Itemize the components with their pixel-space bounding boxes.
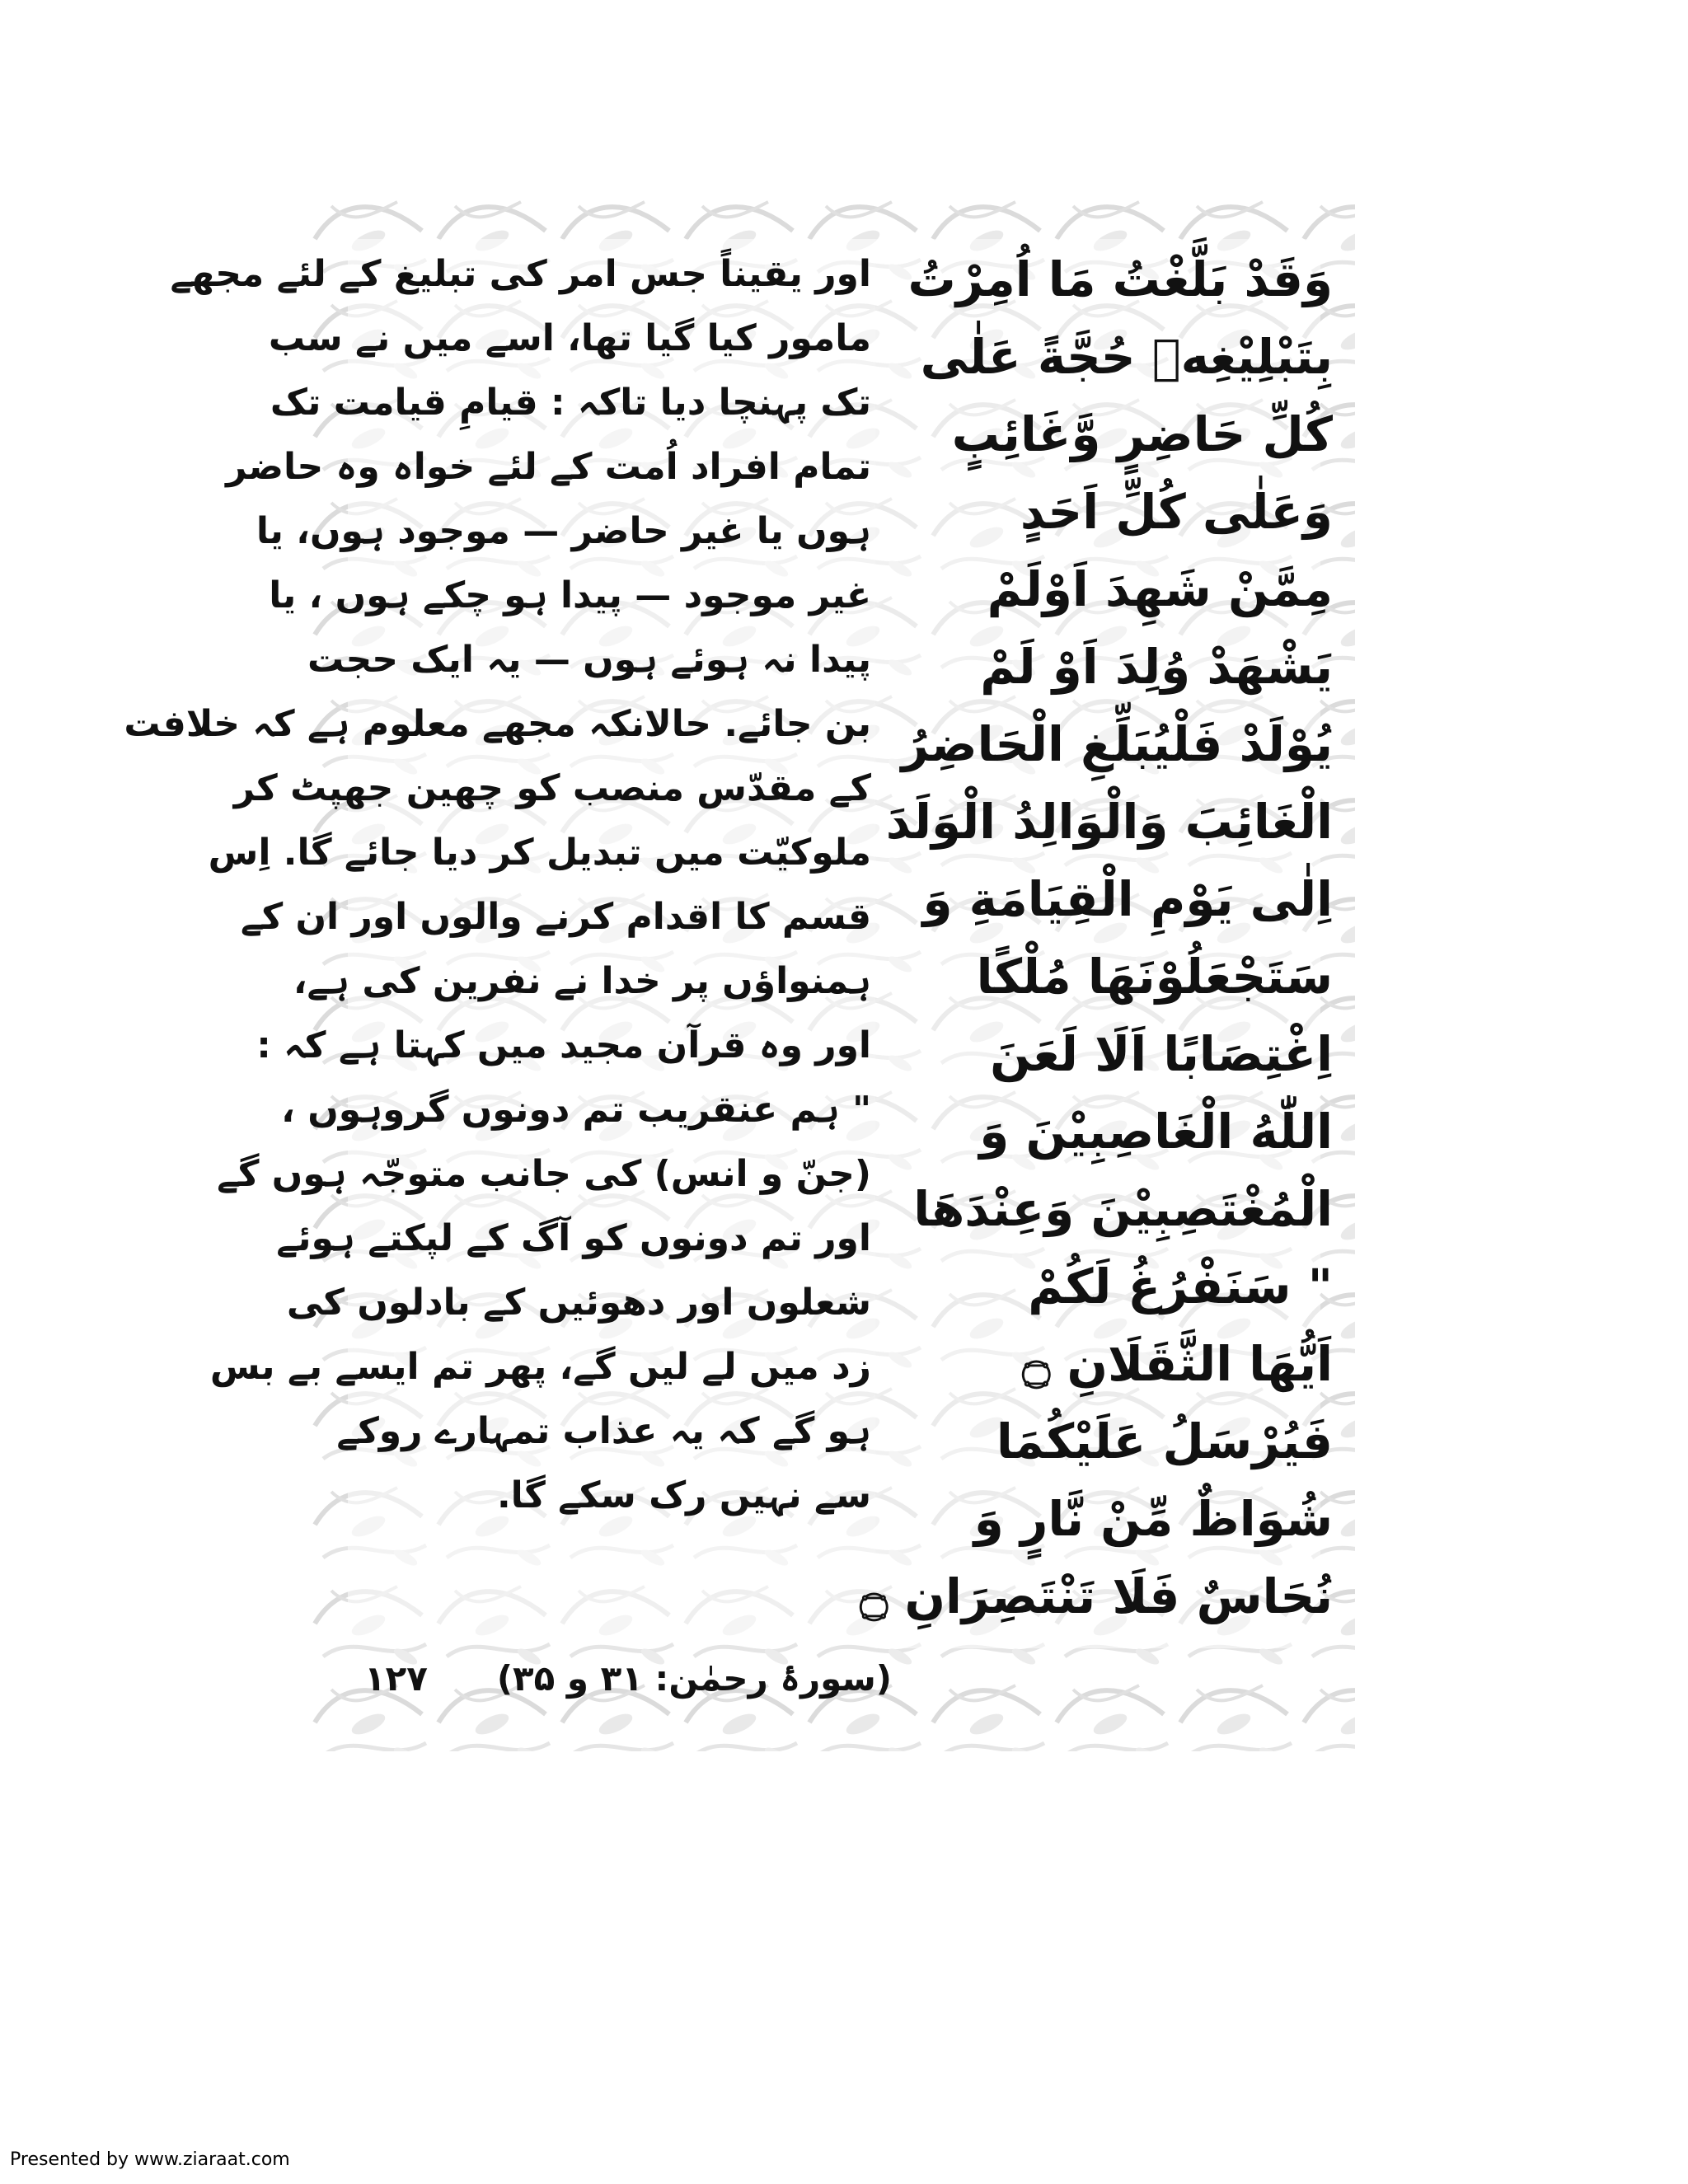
page-footer <box>364 1650 892 1708</box>
arabic-line: اَيُّهَا الثَّقَلَانِ ۝ <box>1022 1336 1333 1392</box>
urdu-line: تمام افراد اُمت کے لئے خواہ وہ حاضر <box>226 446 871 488</box>
urdu-line: تک پہنچا دیا تاکہ : قیامِ قیامت تک <box>270 382 871 424</box>
urdu-line: اور وہ قرآن مجید میں کہتا ہے کہ : <box>256 1024 871 1066</box>
scanned-page-frame <box>124 190 1355 1751</box>
urdu-line: پیدا نہ ہوئے ہوں — یہ ایک حجت <box>307 639 871 681</box>
arabic-line: نُحَاسٌ فَلَا تَنْتَصِرَانِ ۝ <box>860 1568 1333 1624</box>
arabic-line: يُوْلَدْ فَلْيُبَلِّغِ الْحَاضِرُ <box>901 716 1333 772</box>
urdu-line: مامور کیا گیا تھا، اسے میں نے سب <box>268 317 871 359</box>
urdu-line: قسم کا اقدام کرنے والوں اور ان کے <box>240 896 871 938</box>
arabic-line: فَيُرْسَلُ عَلَيْكُمَا <box>996 1413 1333 1469</box>
arabic-line: اللّٰهُ الْغَاصِبِيْنَ وَ <box>979 1104 1333 1160</box>
credit-text: Presented by www.ziaraat.com <box>10 2149 290 2170</box>
surah-reference: (سورۂ رحمٰن: ۳۱ و ۳۵) <box>496 1658 892 1699</box>
urdu-line: " ہم عنقریب تم دونوں گروہوں ، <box>281 1089 871 1131</box>
urdu-line: اور تم دونوں کو آگ کے لپکتے ہوئے <box>276 1217 871 1259</box>
urdu-line: بن جائے. حالانکہ مجھے معلوم ہے کہ خلافت <box>124 703 871 745</box>
urdu-line: ہو گے کہ یہ عذاب تمہارے روکے <box>336 1410 871 1452</box>
arabic-line: الْغَائِبَ وَالْوَالِدُ الْوَلَدَ <box>885 794 1333 850</box>
urdu-translation-column <box>124 237 871 1523</box>
arabic-line: وَقَدْ بَلَّغْتُ مَا اُمِرْتُ <box>907 251 1333 307</box>
arabic-line: اِلٰى يَوْمِ الْقِيَامَةِ وَ <box>922 871 1333 927</box>
urdu-line: شعلوں اور دھوئیں کے بادلوں کی <box>286 1282 871 1324</box>
page-number: ۱۲۷ <box>364 1658 428 1699</box>
arabic-line: بِتَبْلِيْغِهٖ حُجَّةً عَلٰى <box>920 329 1333 385</box>
urdu-line: ملوکیّت میں تبدیل کر دیا جائے گا. اِس <box>208 832 871 874</box>
arabic-line: يَشْهَدْ وُلِدَ اَوْ لَمْ <box>980 639 1333 695</box>
urdu-line: کے مقدّس منصب کو چھین جھپٹ کر <box>233 767 871 809</box>
arabic-line: مِمَّنْ شَهِدَ اَوْلَمْ <box>987 561 1333 617</box>
arabic-line: كُلِّ حَاضِرٍ وَّغَائِبٍ <box>951 406 1333 462</box>
urdu-line: غیر موجود — پیدا ہو چکے ہوں ، یا <box>269 574 871 616</box>
arabic-line: سَتَجْعَلُوْنَهَا مُلْكًا <box>976 949 1333 1005</box>
arabic-line: " سَنَفْرُغُ لَكُمْ <box>1028 1258 1333 1315</box>
urdu-line: ہوں یا غیر حاضر — موجود ہوں، یا <box>256 510 871 552</box>
urdu-line: اور یقیناً جس امر کی تبلیغ کے لئے مجھے <box>170 253 871 295</box>
arabic-line: الْمُغْتَصِبِيْنَ وَعِنْدَهَا <box>913 1181 1333 1237</box>
urdu-line: زد میں لے لیں گے، پھر تم ایسے بے بس <box>209 1346 871 1388</box>
arabic-text-column <box>860 241 1333 1650</box>
arabic-line: وَعَلٰى كُلِّ اَحَدٍ <box>1020 484 1333 540</box>
arabic-line: اِغْتِصَابًا اَلَا لَعَنَ <box>990 1026 1333 1082</box>
urdu-line: سے نہیں رک سکے گا. <box>496 1474 871 1516</box>
urdu-line: ہمنواؤں پر خدا نے نفرین کی ہے، <box>293 960 871 1002</box>
urdu-line: (جنّ و انس) کی جانب متوجّہ ہوں گے <box>217 1153 871 1195</box>
arabic-line: شُوَاظٌ مِّنْ نَّارٍ وَ <box>973 1491 1333 1547</box>
